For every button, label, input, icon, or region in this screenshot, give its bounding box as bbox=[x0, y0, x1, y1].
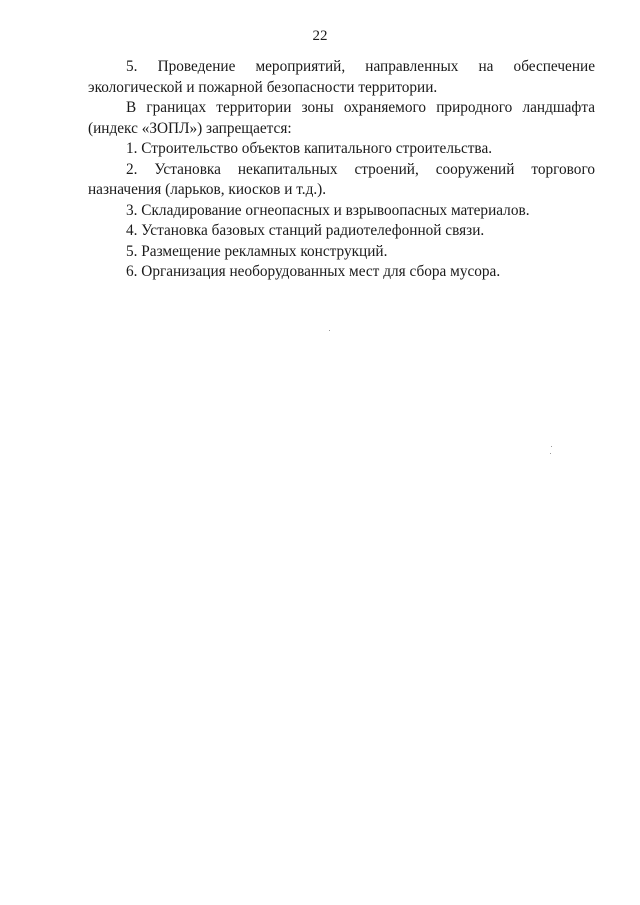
paragraph-line: 6. Организация необорудованных мест для сбора мусора. bbox=[126, 263, 501, 280]
paragraph-line: (индекс «ЗОПЛ») запрещается: bbox=[88, 119, 292, 137]
scan-speck bbox=[551, 446, 552, 447]
document-body bbox=[88, 57, 595, 283]
list-item-prohibition-1 bbox=[88, 139, 595, 160]
paragraph-line: 4. Установка базовых станций радиотелефонной связи. bbox=[126, 222, 485, 239]
paragraph-line: назначения (ларьков, киосков и т.д.). bbox=[88, 181, 327, 198]
paragraph-line: В границах территории зоны охраняемого природного ландшафта bbox=[126, 99, 595, 116]
list-item-prohibition-6 bbox=[88, 262, 595, 283]
paragraph-line: 5. Размещение рекламных конструкций. bbox=[126, 242, 388, 260]
paragraph-line: 2. Установка некапитальных строений, сооружений торгового bbox=[126, 160, 595, 178]
list-item-prohibition-5 bbox=[88, 242, 595, 263]
paragraph-item-5-events bbox=[88, 57, 595, 98]
paragraph-zone-prohibition-intro bbox=[88, 98, 595, 139]
paragraph-line: 5. Проведение мероприятий, направленных на обеспечение bbox=[126, 58, 595, 75]
list-item-prohibition-4 bbox=[88, 221, 595, 242]
list-item-prohibition-3 bbox=[88, 201, 595, 222]
page-number: 22 bbox=[312, 28, 328, 44]
scan-speck bbox=[550, 453, 551, 454]
list-item-prohibition-2 bbox=[88, 160, 595, 201]
paragraph-line: 3. Складирование огнеопасных и взрывоопасных материалов. bbox=[126, 201, 530, 219]
paragraph-line: 1. Строительство объектов капитального строительства. bbox=[126, 140, 493, 157]
scan-speck bbox=[329, 330, 330, 331]
paragraph-line: экологической и пожарной безопасности территории. bbox=[88, 78, 438, 96]
